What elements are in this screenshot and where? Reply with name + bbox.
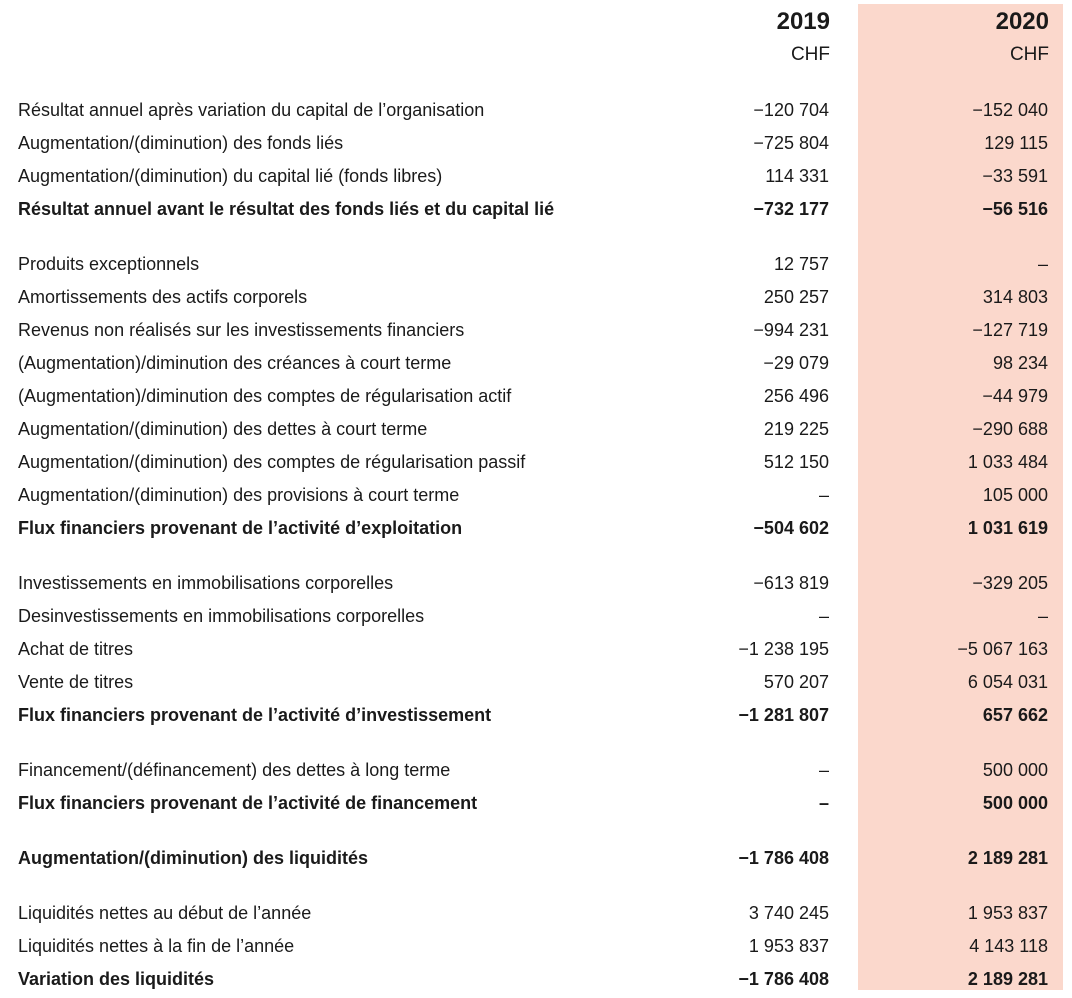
row-label: Variation des liquidités: [18, 969, 215, 989]
table-row: [0, 567, 1072, 600]
row-label: Augmentation/(diminution) des fonds liés: [18, 133, 344, 153]
value-2019: −504 602: [753, 518, 829, 538]
row-label: (Augmentation)/diminution des comptes de régularisation actif: [18, 386, 512, 406]
value-2020: 105 000: [982, 485, 1048, 505]
table-row: [0, 897, 1072, 930]
table-row: [0, 413, 1072, 446]
value-2020: −290 688: [972, 419, 1048, 439]
value-2020: 2 189 281: [967, 848, 1048, 868]
value-2020: 2 189 281: [967, 969, 1048, 989]
table-row: [0, 600, 1072, 633]
value-2019: 219 225: [763, 419, 829, 439]
value-2019: 3 740 245: [748, 903, 829, 923]
value-2019: 114 331: [765, 166, 829, 186]
value-2019: −120 704: [753, 100, 829, 120]
row-label: Revenus non réalisés sur les investissements financiers: [18, 320, 465, 340]
value-2019: 1 953 837: [748, 936, 829, 956]
table-row: [0, 479, 1072, 512]
value-2020: 500 000: [982, 793, 1048, 813]
value-2020: −44 979: [982, 386, 1048, 406]
value-2020: −5 067 163: [957, 639, 1048, 659]
value-2020: −56 516: [982, 199, 1048, 219]
value-2019: −725 804: [753, 133, 829, 153]
value-2020: 314 803: [982, 287, 1048, 307]
table-total-row: [0, 512, 1072, 545]
table-row: [0, 127, 1072, 160]
row-label: Desinvestissements en immobilisations corporelles: [18, 606, 425, 626]
value-2019: −29 079: [763, 353, 829, 373]
value-2020: 98 234: [992, 353, 1048, 373]
value-2019: −732 177: [753, 199, 829, 219]
table-row: [0, 160, 1072, 193]
row-label: Augmentation/(diminution) des liquidités: [18, 848, 368, 868]
row-label: Liquidités nettes à la fin de l’année: [18, 936, 295, 956]
year-2020-heading: 2020: [995, 8, 1049, 35]
table-total-row: [0, 193, 1072, 226]
table-row: [0, 248, 1072, 281]
table-row: [0, 281, 1072, 314]
row-label: Résultat annuel après variation du capital de l’organisation: [18, 100, 485, 120]
row-label: Financement/(définancement) des dettes à long terme: [18, 760, 451, 780]
value-2019: –: [818, 606, 829, 626]
value-2020: 1 953 837: [967, 903, 1048, 923]
value-2019: −613 819: [753, 573, 829, 593]
table-row: [0, 930, 1072, 963]
value-2019: −1 238 195: [738, 639, 829, 659]
row-label: Flux financiers provenant de l’activité d’exploitation: [18, 518, 463, 538]
table-row: [0, 754, 1072, 787]
row-label: Produits exceptionnels: [18, 254, 200, 274]
table-row: [0, 666, 1072, 699]
table-header: [0, 0, 1072, 80]
value-2020: –: [1037, 254, 1048, 274]
row-label: Augmentation/(diminution) des dettes à court terme: [18, 419, 428, 439]
value-2020: −33 591: [982, 166, 1048, 186]
table-row: [0, 446, 1072, 479]
value-2020: 129 115: [984, 133, 1048, 153]
value-2019: –: [818, 760, 829, 780]
value-2019: −994 231: [753, 320, 829, 340]
value-2020: −127 719: [972, 320, 1048, 340]
table-row: [0, 314, 1072, 347]
row-label: Résultat annuel avant le résultat des fonds liés et du capital lié: [18, 199, 555, 219]
row-label: Investissements en immobilisations corporelles: [18, 573, 394, 593]
row-label: Liquidités nettes au début de l’année: [18, 903, 312, 923]
value-2020: −329 205: [972, 573, 1048, 593]
value-2019: 570 207: [763, 672, 829, 692]
table-total-row: [0, 699, 1072, 732]
value-2020: 4 143 118: [969, 936, 1048, 956]
value-2019: –: [818, 485, 829, 505]
value-2019: −1 786 408: [738, 848, 829, 868]
value-2019: −1 786 408: [738, 969, 829, 989]
table-row: [0, 347, 1072, 380]
value-2019: 250 257: [763, 287, 829, 307]
row-label: Augmentation/(diminution) des provisions à court terme: [18, 485, 460, 505]
row-label: Achat de titres: [18, 639, 134, 659]
table-row: [0, 94, 1072, 127]
value-2019: –: [818, 793, 829, 813]
row-label: (Augmentation)/diminution des créances à court terme: [18, 353, 452, 373]
value-2020: 500 000: [982, 760, 1048, 780]
year-2019-heading: 2019: [776, 8, 830, 35]
row-label: Augmentation/(diminution) du capital lié (fonds libres): [18, 166, 443, 186]
table-row: [0, 633, 1072, 666]
row-label: Vente de titres: [18, 672, 134, 692]
value-2020: –: [1037, 606, 1048, 626]
value-2020: −152 040: [972, 100, 1048, 120]
cash-flow-table-body: [0, 94, 1072, 996]
currency-2019: CHF: [790, 44, 830, 65]
value-2019: 12 757: [773, 254, 829, 274]
table-row: [0, 380, 1072, 413]
value-2019: 256 496: [763, 386, 829, 406]
table-total-row: [0, 787, 1072, 820]
value-2020: 657 662: [982, 705, 1048, 725]
row-label: Augmentation/(diminution) des comptes de régularisation passif: [18, 452, 526, 472]
table-total-row: [0, 842, 1072, 875]
value-2019: 512 150: [763, 452, 829, 472]
row-label: Flux financiers provenant de l’activité d’investissement: [18, 705, 492, 725]
row-label: Amortissements des actifs corporels: [18, 287, 308, 307]
value-2020: 6 054 031: [967, 672, 1048, 692]
value-2020: 1 033 484: [967, 452, 1048, 472]
table-total-row: [0, 963, 1072, 996]
currency-2020: CHF: [1009, 44, 1049, 65]
row-label: Flux financiers provenant de l’activité de financement: [18, 793, 478, 813]
value-2020: 1 031 619: [967, 518, 1048, 538]
value-2019: −1 281 807: [738, 705, 829, 725]
